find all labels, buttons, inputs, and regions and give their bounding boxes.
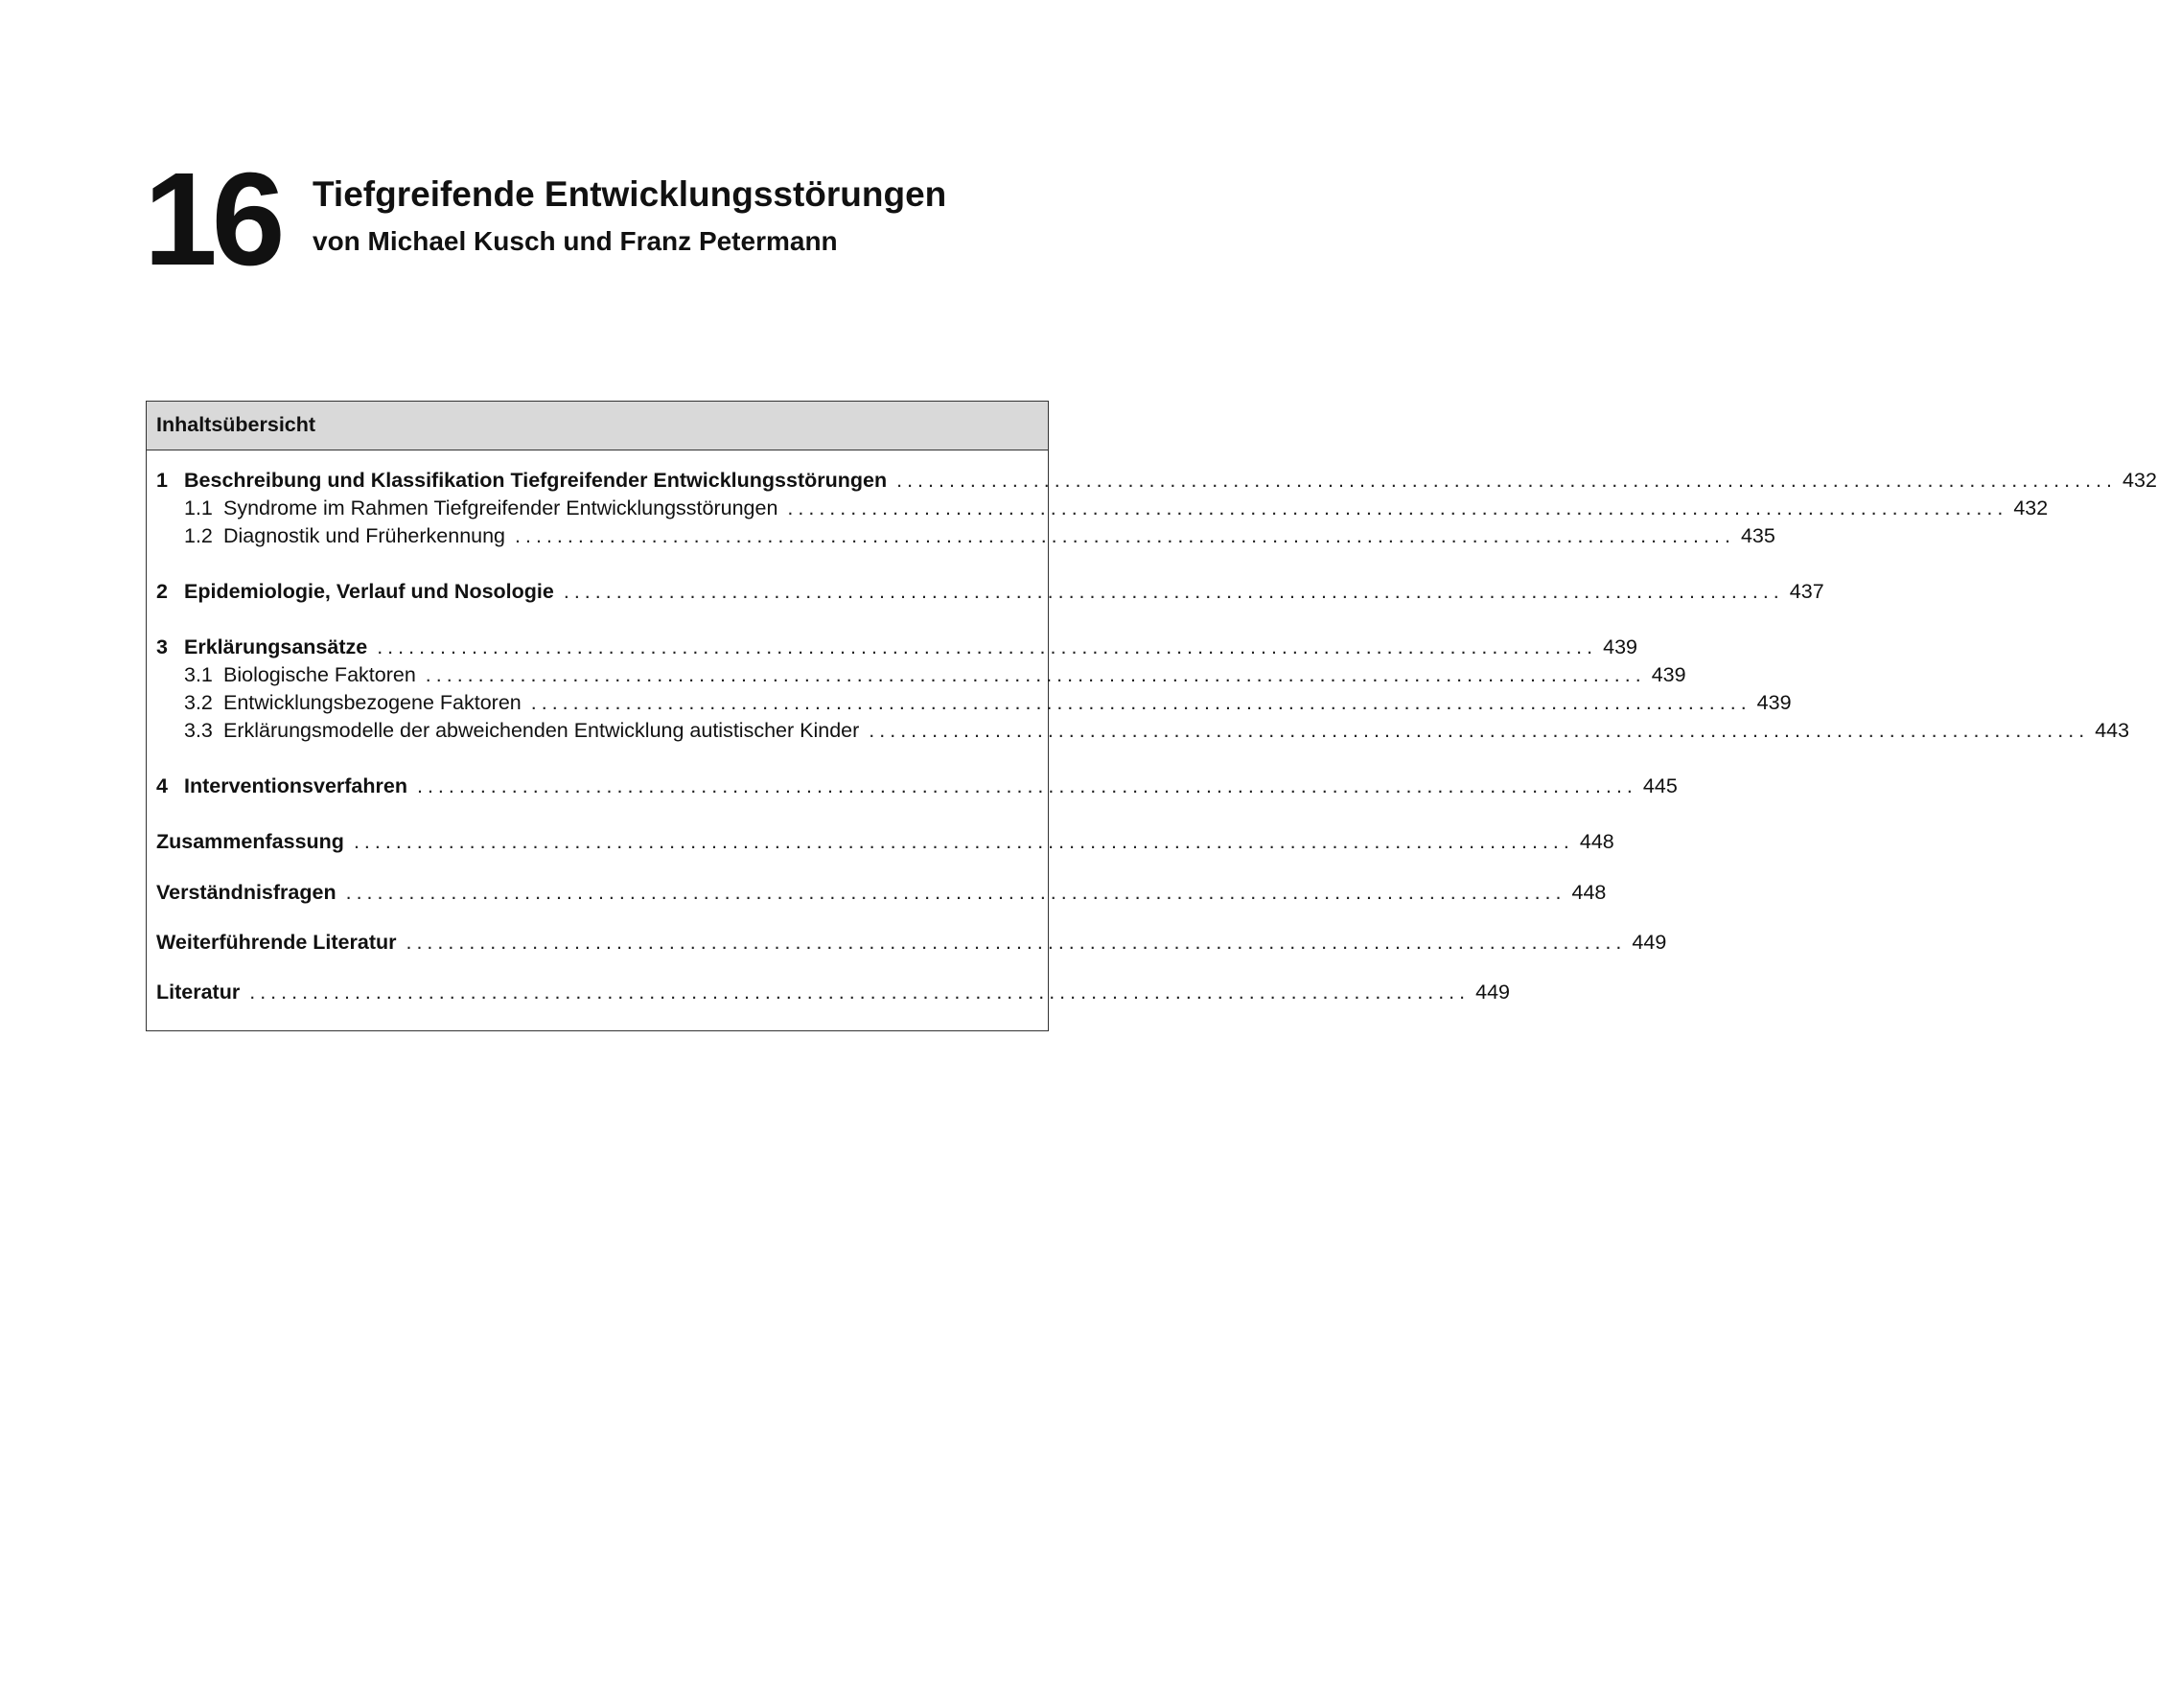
toc-entry-page: 449	[1632, 931, 1667, 954]
dot-leader: ....................................................................................................................	[563, 580, 1784, 603]
toc-entry-page: 448	[1571, 881, 1607, 904]
toc-entry-page: 435	[1740, 524, 1775, 547]
toc-entry-label: Diagnostik und Früherkennung	[223, 524, 506, 547]
toc-entry-3-2[interactable]	[184, 689, 1792, 717]
toc-entry-verstaendnisfragen[interactable]	[156, 879, 1607, 907]
toc-entry-page: 437	[1789, 580, 1824, 603]
toc-entry-1[interactable]	[156, 467, 2157, 495]
toc-entry-page: 439	[1756, 691, 1792, 714]
toc-entry-page: 445	[1642, 774, 1678, 797]
toc-entry-number: 3.3	[184, 719, 213, 742]
dot-leader: ....................................................................................................................	[896, 469, 2118, 492]
chapter-title: Tiefgreifende Entwicklungsstörungen	[313, 174, 947, 214]
toc-entry-label: Epidemiologie, Verlauf und Nosologie	[184, 580, 554, 603]
dot-leader: ....................................................................................................................	[425, 663, 1646, 686]
toc-heading: Inhaltsübersicht	[147, 402, 1048, 450]
toc-entry-label: Biologische Faktoren	[223, 663, 416, 686]
toc-entry-label: Entwicklungsbezogene Faktoren	[223, 691, 522, 714]
toc-entry-zusammenfassung[interactable]	[156, 828, 1614, 856]
toc-entry-label: Literatur	[156, 981, 241, 1004]
chapter-authors: von Michael Kusch und Franz Petermann	[313, 226, 838, 256]
table-of-contents	[146, 401, 2157, 1031]
dot-leader: ....................................................................................................................	[416, 774, 1637, 797]
toc-entry-weiterfuehrende-literatur[interactable]	[156, 929, 1667, 957]
toc-entry-3-3[interactable]	[184, 717, 2130, 745]
dot-leader: ....................................................................................................................	[530, 691, 1751, 714]
toc-entry-number: 4	[156, 774, 168, 797]
toc-entry-4[interactable]	[156, 773, 1678, 800]
toc-entry-number: 3	[156, 635, 168, 658]
toc-entry-label: Syndrome im Rahmen Tiefgreifender Entwicklungsstörungen	[223, 496, 778, 519]
toc-entry-label: Erklärungsansätze	[184, 635, 368, 658]
toc-entry-page: 449	[1475, 981, 1511, 1004]
toc-entry-3-1[interactable]	[184, 661, 1686, 689]
chapter-number: 16	[144, 146, 280, 293]
toc-entry-label: Erklärungsmodelle der abweichenden Entwicklung autistischer Kinder	[223, 719, 860, 742]
dot-leader: ....................................................................................................................	[249, 981, 1471, 1004]
dot-leader: ....................................................................................................................	[515, 524, 1735, 547]
toc-entry-page: 448	[1579, 830, 1614, 853]
dot-leader: ....................................................................................................................	[406, 931, 1627, 954]
toc-entry-2[interactable]	[156, 578, 1824, 606]
toc-entry-label: Interventionsverfahren	[184, 774, 407, 797]
toc-entry-1-1[interactable]	[184, 495, 2049, 522]
toc-entry-number: 2	[156, 580, 168, 603]
toc-entry-literatur[interactable]	[156, 979, 1511, 1006]
toc-entry-page: 432	[2013, 496, 2049, 519]
toc-entry-number: 1	[156, 469, 168, 492]
toc-entry-number: 3.1	[184, 663, 213, 686]
toc-entry-3[interactable]	[156, 634, 1637, 661]
toc-entry-label: Verständnisfragen	[156, 881, 336, 904]
toc-entry-page: 443	[2095, 719, 2130, 742]
toc-entry-page: 439	[1651, 663, 1686, 686]
toc-entry-number: 3.2	[184, 691, 213, 714]
dot-leader: ....................................................................................................................	[377, 635, 1598, 658]
toc-entry-label: Weiterführende Literatur	[156, 931, 397, 954]
toc-entry-page: 439	[1603, 635, 1637, 658]
toc-entry-page: 432	[2122, 469, 2157, 492]
toc-entry-number: 1.2	[184, 524, 213, 547]
dot-leader: ....................................................................................................................	[787, 496, 2008, 519]
toc-entry-1-2[interactable]	[184, 522, 1775, 550]
toc-entry-label: Beschreibung und Klassifikation Tiefgreifender Entwicklungsstörungen	[184, 469, 888, 492]
toc-entry-number: 1.1	[184, 496, 213, 519]
dot-leader: ....................................................................................................................	[869, 719, 2090, 742]
dot-leader: ....................................................................................................................	[353, 830, 1574, 853]
dot-leader: ....................................................................................................................	[345, 881, 1566, 904]
toc-entry-label: Zusammenfassung	[156, 830, 344, 853]
